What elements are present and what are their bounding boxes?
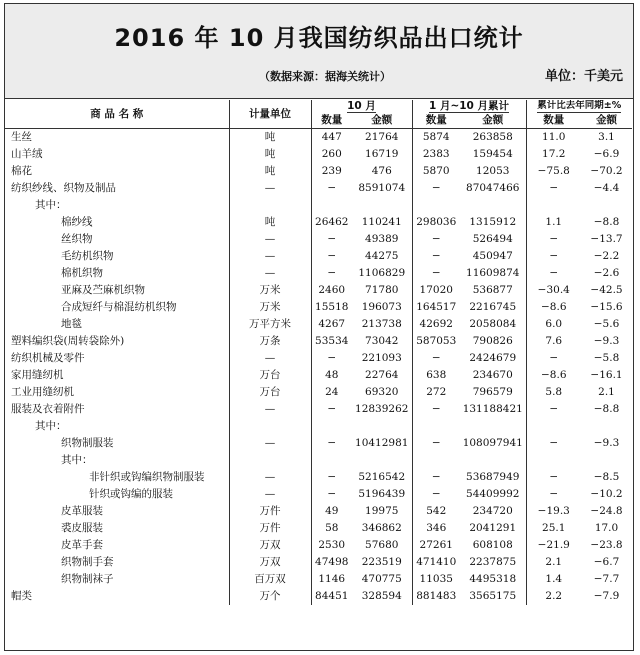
export-statistics-table [5, 100, 632, 605]
cell-oct-qty: − [311, 265, 352, 282]
report-frame [4, 3, 634, 651]
cell-unit [229, 197, 311, 214]
cell-product-name: 非针织或钩编织物制服装 [89, 471, 205, 483]
cell-cum-amt: 87047466 [466, 182, 520, 194]
cell-oct-qty: 58 [311, 520, 352, 537]
table-row [5, 163, 632, 180]
cell-product-name: 裘皮服装 [61, 522, 103, 534]
cell-yoy-amt: −42.5 [590, 284, 623, 296]
cell-oct-qty: 260 [311, 146, 352, 163]
cell-cum-amt: 2424679 [469, 352, 517, 364]
cell-product-name: 织物制服装 [61, 437, 114, 449]
table-row [5, 469, 632, 486]
data-source-note: （数据来源：据海关统计） [259, 70, 391, 83]
cell-yoy-qty: − [526, 248, 581, 265]
cell-unit: 吨 [229, 129, 311, 147]
cell-product-name: 家用缝纫机 [11, 369, 64, 381]
cell-unit: — [229, 486, 311, 503]
cell-yoy-amt: −7.9 [593, 590, 620, 602]
cell-unit: — [229, 248, 311, 265]
cell-product-name: 皮革手套 [61, 539, 103, 551]
cell-yoy-amt: −6.9 [593, 148, 620, 160]
cell-unit: 吨 [229, 214, 311, 231]
report-header [5, 4, 633, 99]
table-row [5, 248, 632, 265]
cell-product-name: 山羊绒 [11, 148, 43, 160]
col-header-cum-qty: 数量 [412, 113, 460, 129]
cell-product-name: 丝织物 [61, 233, 93, 245]
col-header-unit: 计量单位 [229, 100, 311, 129]
cell-oct-qty: 15518 [311, 299, 352, 316]
cell-unit: 万台 [229, 384, 311, 401]
cell-cum-qty: 881483 [412, 588, 460, 605]
cell-cum-qty: 471410 [412, 554, 460, 571]
cell-cum-qty: 638 [412, 367, 460, 384]
table-row [5, 571, 632, 588]
cell-product-name: 纺织机械及零件 [11, 352, 85, 364]
cell-cum-qty: − [412, 435, 460, 452]
cell-cum-qty: − [412, 248, 460, 265]
cell-yoy-qty [526, 452, 581, 469]
cell-oct-qty: 2530 [311, 537, 352, 554]
cell-cum-amt: 2216745 [469, 301, 517, 313]
col-header-yoy-qty: 数量 [526, 113, 581, 129]
cell-yoy-amt: −8.8 [593, 216, 620, 228]
cell-product-name: 其中： [61, 454, 93, 466]
cell-cum-qty: 42692 [412, 316, 460, 333]
cell-unit: — [229, 265, 311, 282]
cell-cum-amt: 108097941 [462, 437, 523, 449]
cell-yoy-amt: 3.1 [598, 131, 615, 143]
cell-oct-amt: 16719 [365, 148, 399, 160]
cell-oct-amt: 1106829 [358, 267, 406, 279]
cell-cum-amt: 3565175 [469, 590, 517, 602]
table-row [5, 520, 632, 537]
col-header-cumulative: 1 月~10 月累计 [412, 100, 526, 113]
cell-unit: 万米 [229, 282, 311, 299]
cell-unit: — [229, 469, 311, 486]
cell-yoy-amt: −16.1 [590, 369, 623, 381]
table-row [5, 554, 632, 571]
cell-product-name: 塑料编织袋(周转袋除外) [11, 335, 125, 347]
cell-product-name: 其中： [35, 199, 67, 211]
cell-oct-qty: 239 [311, 163, 352, 180]
cell-yoy-qty: 2.2 [526, 588, 581, 605]
cell-cum-qty: 11035 [412, 571, 460, 588]
cell-product-name: 皮革服装 [61, 505, 103, 517]
cell-oct-qty: − [311, 469, 352, 486]
cell-oct-qty: 1146 [311, 571, 352, 588]
cell-cum-qty: − [412, 401, 460, 418]
cell-cum-qty: 346 [412, 520, 460, 537]
cell-yoy-qty: 17.2 [526, 146, 581, 163]
cell-cum-amt: 1315912 [469, 216, 517, 228]
cell-cum-amt: 131188421 [462, 403, 523, 415]
cell-cum-amt [460, 452, 526, 469]
table-row [5, 418, 632, 435]
cell-product-name: 棉纱线 [61, 216, 93, 228]
cell-cum-qty: 17020 [412, 282, 460, 299]
cell-oct-amt: 22764 [365, 369, 399, 381]
table-row [5, 180, 632, 197]
cell-yoy-qty: 5.8 [526, 384, 581, 401]
cell-cum-amt [460, 197, 526, 214]
cell-oct-qty: 47498 [311, 554, 352, 571]
table-row [5, 129, 632, 147]
cell-product-name: 亚麻及苎麻机织物 [61, 284, 145, 296]
col-header-oct-qty: 数量 [311, 113, 352, 129]
cell-yoy-qty: − [526, 180, 581, 197]
cell-cum-amt: 608108 [472, 539, 513, 551]
cell-cum-qty: 27261 [412, 537, 460, 554]
cell-oct-amt: 223519 [361, 556, 402, 568]
cell-product-name: 合成短纤与棉混纺机织物 [61, 301, 177, 313]
col-header-october: 10 月 [311, 100, 412, 113]
cell-oct-amt: 328594 [361, 590, 402, 602]
cell-oct-amt: 221093 [361, 352, 402, 364]
cell-oct-amt: 110241 [361, 216, 402, 228]
cell-unit: — [229, 435, 311, 452]
cell-yoy-qty [526, 197, 581, 214]
cell-cum-amt: 53687949 [466, 471, 520, 483]
table-row [5, 486, 632, 503]
cell-cum-qty: − [412, 350, 460, 367]
cell-oct-amt [352, 418, 412, 435]
cell-cum-amt: 54409992 [466, 488, 520, 500]
cell-yoy-qty: 25.1 [526, 520, 581, 537]
cell-yoy-qty: 1.4 [526, 571, 581, 588]
cell-unit [229, 452, 311, 469]
cell-yoy-qty: −21.9 [526, 537, 581, 554]
cell-oct-amt [352, 197, 412, 214]
cell-unit: — [229, 401, 311, 418]
cell-oct-amt: 10412981 [355, 437, 409, 449]
cell-unit: 吨 [229, 146, 311, 163]
cell-cum-amt: 2041291 [469, 522, 517, 534]
cell-oct-qty: 53534 [311, 333, 352, 350]
cell-yoy-qty: − [526, 350, 581, 367]
cell-oct-amt: 71780 [365, 284, 399, 296]
cell-cum-amt: 796579 [472, 386, 513, 398]
cell-oct-qty: 24 [311, 384, 352, 401]
cell-cum-qty [412, 452, 460, 469]
cell-oct-amt: 69320 [365, 386, 399, 398]
cell-yoy-amt: −5.6 [593, 318, 620, 330]
cell-product-name: 地毯 [61, 318, 82, 330]
cell-cum-qty: 2383 [412, 146, 460, 163]
cell-cum-amt: 11609874 [466, 267, 520, 279]
table-body [5, 129, 632, 606]
cell-unit: 万双 [229, 537, 311, 554]
table-row [5, 384, 632, 401]
cell-cum-amt [460, 418, 526, 435]
cell-yoy-amt: −2.2 [593, 250, 620, 262]
table-row [5, 316, 632, 333]
cell-oct-amt: 476 [371, 165, 392, 177]
cell-cum-amt: 790826 [472, 335, 513, 347]
cell-yoy-amt: −4.4 [593, 182, 620, 194]
col-header-name: 商 品 名 称 [5, 100, 229, 129]
cell-oct-qty: 26462 [311, 214, 352, 231]
cell-yoy-amt: −23.8 [590, 539, 623, 551]
cell-cum-amt: 2058084 [469, 318, 517, 330]
cell-cum-amt: 263858 [472, 131, 513, 143]
cell-unit [229, 418, 311, 435]
cell-oct-amt: 44275 [365, 250, 399, 262]
cell-cum-amt: 2237875 [469, 556, 517, 568]
cell-oct-amt: 346862 [361, 522, 402, 534]
cell-product-name: 毛纺机织物 [61, 250, 114, 262]
cell-cum-amt: 234670 [472, 369, 513, 381]
table-row [5, 367, 632, 384]
cell-oct-amt: 196073 [361, 301, 402, 313]
cell-unit: 万件 [229, 503, 311, 520]
cell-oct-qty: 2460 [311, 282, 352, 299]
cell-oct-qty: 49 [311, 503, 352, 520]
cell-unit: — [229, 350, 311, 367]
cell-unit: — [229, 180, 311, 197]
cell-unit: 万台 [229, 367, 311, 384]
cell-oct-qty: − [311, 486, 352, 503]
cell-cum-qty [412, 418, 460, 435]
cell-yoy-qty: −30.4 [526, 282, 581, 299]
table-row [5, 265, 632, 282]
cell-oct-qty [311, 418, 352, 435]
cell-oct-qty: − [311, 231, 352, 248]
cell-cum-qty: − [412, 469, 460, 486]
cell-unit: 百万双 [229, 571, 311, 588]
table-row [5, 299, 632, 316]
cell-yoy-amt: 17.0 [594, 522, 619, 534]
cell-cum-qty: − [412, 486, 460, 503]
cell-product-name: 生丝 [11, 131, 32, 143]
cell-yoy-amt: −8.5 [593, 471, 620, 483]
cell-yoy-amt [581, 197, 632, 214]
cell-product-name: 工业用缝纫机 [11, 386, 74, 398]
cell-oct-qty: 4267 [311, 316, 352, 333]
table-row [5, 231, 632, 248]
col-header-oct-amt: 金额 [352, 113, 412, 129]
cell-cum-qty: 298036 [412, 214, 460, 231]
table-row [5, 197, 632, 214]
cell-unit: 万平方米 [229, 316, 311, 333]
table-row [5, 452, 632, 469]
table-row [5, 503, 632, 520]
cell-cum-amt: 12053 [476, 165, 510, 177]
cell-product-name: 纺织纱线、织物及制品 [11, 182, 116, 194]
cell-oct-amt: 8591074 [358, 182, 406, 194]
cell-unit: 万双 [229, 554, 311, 571]
cell-unit: 万件 [229, 520, 311, 537]
cell-oct-amt: 73042 [365, 335, 399, 347]
cell-unit: 万条 [229, 333, 311, 350]
cell-yoy-qty: 1.1 [526, 214, 581, 231]
cell-product-name: 其中： [35, 420, 67, 432]
cell-product-name: 织物制手套 [61, 556, 114, 568]
cell-cum-amt: 536877 [472, 284, 513, 296]
cell-cum-qty: 587053 [412, 333, 460, 350]
cell-yoy-qty: − [526, 486, 581, 503]
cell-cum-qty: − [412, 180, 460, 197]
cell-oct-qty: 84451 [311, 588, 352, 605]
cell-oct-qty [311, 452, 352, 469]
table-row [5, 435, 632, 452]
cell-yoy-amt: −6.7 [593, 556, 620, 568]
cell-yoy-qty: −8.6 [526, 367, 581, 384]
cell-product-name: 帽类 [11, 590, 32, 602]
cell-yoy-qty: −8.6 [526, 299, 581, 316]
cell-oct-amt: 5196439 [358, 488, 406, 500]
cell-oct-amt: 213738 [361, 318, 402, 330]
cell-yoy-amt: 2.1 [598, 386, 615, 398]
cell-yoy-qty: 7.6 [526, 333, 581, 350]
cell-product-name: 棉机织物 [61, 267, 103, 279]
cell-yoy-amt: −8.8 [593, 403, 620, 415]
cell-yoy-qty: − [526, 401, 581, 418]
cell-cum-qty [412, 197, 460, 214]
col-header-yoy-amt: 金额 [581, 113, 632, 129]
cell-oct-qty: 48 [311, 367, 352, 384]
cell-oct-amt: 19975 [365, 505, 399, 517]
cell-oct-qty: 447 [311, 129, 352, 147]
cell-oct-amt: 49389 [365, 233, 399, 245]
cell-yoy-qty: 11.0 [526, 129, 581, 147]
cell-oct-qty: − [311, 180, 352, 197]
table-row [5, 214, 632, 231]
cell-unit: 万米 [229, 299, 311, 316]
cell-unit: — [229, 231, 311, 248]
col-header-yoy: 累计比去年同期±% [526, 100, 632, 113]
table-row [5, 350, 632, 367]
cell-product-name: 服装及衣着附件 [11, 403, 85, 415]
cell-oct-amt: 5216542 [358, 471, 406, 483]
cell-yoy-qty: −75.8 [526, 163, 581, 180]
col-header-cum-amt: 金额 [460, 113, 526, 129]
cell-product-name: 针织或钩编的服装 [89, 488, 173, 500]
cell-yoy-amt: −10.2 [590, 488, 623, 500]
cell-cum-amt: 234720 [472, 505, 513, 517]
cell-yoy-amt: −2.6 [593, 267, 620, 279]
cell-cum-amt: 450947 [472, 250, 513, 262]
cell-cum-amt: 159454 [472, 148, 513, 160]
cell-cum-qty: 164517 [412, 299, 460, 316]
cell-cum-qty: − [412, 231, 460, 248]
cell-oct-qty: − [311, 435, 352, 452]
cell-oct-qty: − [311, 350, 352, 367]
cell-cum-qty: 542 [412, 503, 460, 520]
cell-yoy-qty: 6.0 [526, 316, 581, 333]
table-row [5, 146, 632, 163]
cell-yoy-amt: −70.2 [590, 165, 623, 177]
cell-oct-qty [311, 197, 352, 214]
cell-yoy-amt [581, 418, 632, 435]
table-row [5, 282, 632, 299]
cell-oct-qty: − [311, 401, 352, 418]
cell-yoy-amt: −5.8 [593, 352, 620, 364]
table-row [5, 333, 632, 350]
cell-yoy-amt: −9.3 [593, 335, 620, 347]
cell-oct-amt: 57680 [365, 539, 399, 551]
cell-cum-amt: 4495318 [469, 573, 517, 585]
cell-cum-qty: 272 [412, 384, 460, 401]
cell-cum-qty: 5874 [412, 129, 460, 147]
cell-yoy-qty: − [526, 231, 581, 248]
cell-cum-amt: 526494 [472, 233, 513, 245]
cell-yoy-amt: −9.3 [593, 437, 620, 449]
currency-unit-note: 单位：千美元 [544, 69, 623, 84]
cell-oct-amt [352, 452, 412, 469]
cell-yoy-amt: −7.7 [593, 573, 620, 585]
cell-yoy-amt: −15.6 [590, 301, 623, 313]
cell-yoy-amt: −13.7 [590, 233, 623, 245]
cell-yoy-qty [526, 418, 581, 435]
cell-yoy-qty: −19.3 [526, 503, 581, 520]
cell-oct-qty: − [311, 248, 352, 265]
cell-yoy-qty: − [526, 469, 581, 486]
cell-oct-amt: 21764 [365, 131, 399, 143]
cell-yoy-amt [581, 452, 632, 469]
cell-product-name: 棉花 [11, 165, 32, 177]
cell-cum-qty: 5870 [412, 163, 460, 180]
cell-yoy-qty: − [526, 435, 581, 452]
cell-unit: 吨 [229, 163, 311, 180]
table-row [5, 588, 632, 605]
cell-oct-amt: 470775 [361, 573, 402, 585]
table-row [5, 537, 632, 554]
cell-unit: 万个 [229, 588, 311, 605]
table-row [5, 401, 632, 418]
cell-yoy-qty: 2.1 [526, 554, 581, 571]
report-title: 2016 年 10 月我国纺织品出口统计 [114, 24, 524, 52]
cell-yoy-amt: −24.8 [590, 505, 623, 517]
cell-oct-amt: 12839262 [355, 403, 409, 415]
cell-cum-qty: − [412, 265, 460, 282]
cell-product-name: 织物制袜子 [61, 573, 114, 585]
cell-yoy-qty: − [526, 265, 581, 282]
